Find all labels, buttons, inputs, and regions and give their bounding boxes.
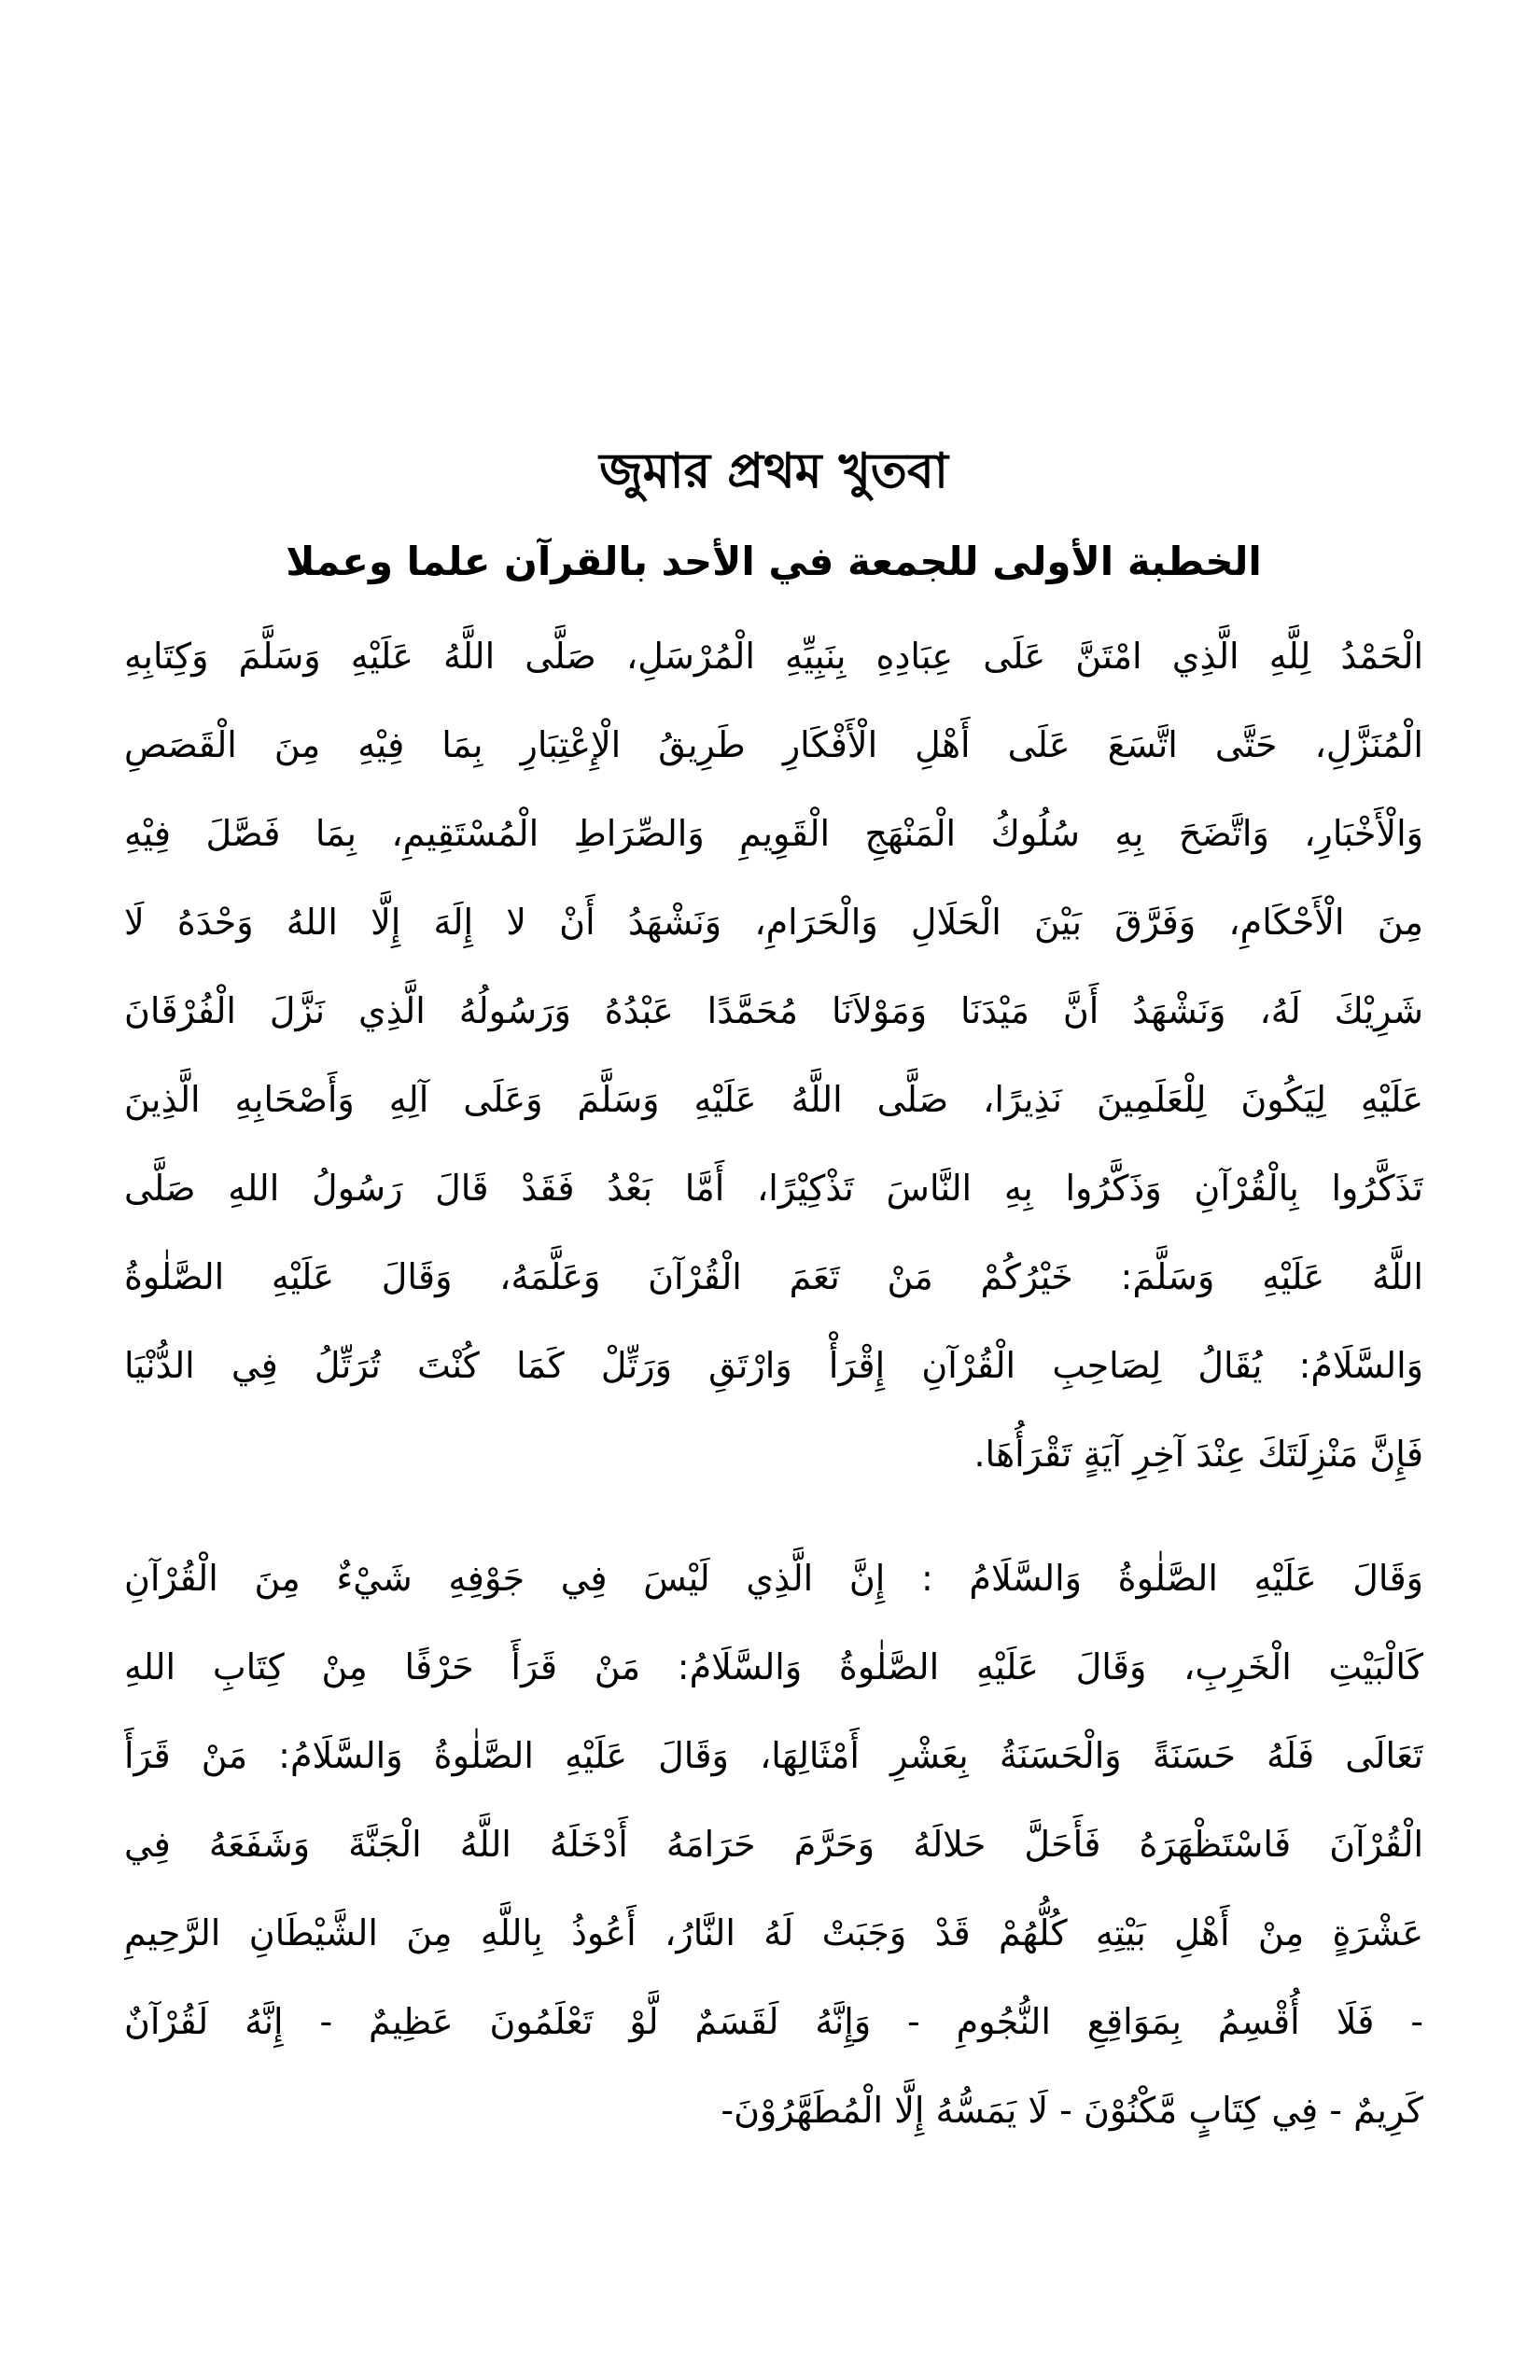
text-line: كَالْبَيْتِ الْخَرِبِ، وَقَالَ عَلَيْهِ الصَّلٰوةُ وَالسَّلَامُ: مَنْ قَرَأَ حَرْفًا مِنْ كِتَابِ اللهِ — [124, 1646, 1423, 1687]
page-subtitle-arabic: الخطبة الأولى للجمعة في الأحد بالقرآن علما وعملا — [286, 539, 1262, 584]
text-line: عَشْرَةٍ مِنْ أَهْلِ بَيْتِهِ كُلُّهُمْ قَدْ وَجَبَتْ لَهُ النَّارُ، أَعُوذُ بِاللَّهِ مِنَ الشَّيْطَانِ الرَّحِيمِ — [124, 1912, 1423, 1953]
text-line: فَإِنَّ مَنْزِلَتَكَ عِنْدَ آخِرِ آيَةٍ تَقْرَأُهَا. — [973, 1434, 1423, 1475]
text-line: اللَّهُ عَلَيْهِ وَسَلَّمَ: خَيْرُكُمْ مَنْ تَعَمَ الْقُرْآنَ وَعَلَّمَهُ، وَقَالَ عَلَيْهِ الصَّلٰوةُ — [124, 1256, 1423, 1297]
text-line: كَرِيمٌ - فِي كِتَابٍ مَّكْنُوْنَ - لَا يَمَسُّهُ إِلَّا الْمُطَهَّرُوْنَ- — [721, 2090, 1423, 2131]
text-line: وَقَالَ عَلَيْهِ الصَّلٰوةُ وَالسَّلَامُ : إِنَّ الَّذِي لَيْسَ فِي جَوْفِهِ شَيْءٌ مِنَ الْقُرْآنِ — [124, 1558, 1423, 1599]
text-line: - فَلَا أُقْسِمُ بِمَوَاقِعِ النُّجُومِ - وَإِنَّهُ لَقَسَمٌ لَّوْ تَعْلَمُونَ عَظِيمٌ - إِنَّهُ لَقُرْآنٌ — [124, 2001, 1423, 2042]
paragraph-1 — [124, 612, 1423, 1499]
text-line: الْمُنَزَّلِ، حَتَّى اتَّسَعَ عَلَى أَهْلِ الْأَفْكَارِ طَرِيقُ الْإِعْتِبَارِ بِمَا فِيْهِ مِنَ الْقَصَصِ — [124, 724, 1423, 765]
text-line: الْحَمْدُ لِلَّهِ الَّذِي امْتَنَّ عَلَى عِبَادِهِ بِنَبِيِّهِ الْمُرْسَلِ، صَلَّى اللَّهُ عَلَيْهِ وَسَلَّمَ وَكِتَابِهِ — [124, 636, 1423, 677]
page-title-bengali: জুমার প্রথম খুতবা — [599, 443, 948, 499]
text-line: وَالْأَخْبَارِ، وَاتَّضَحَ بِهِ سُلُوكُ الْمَنْهَجِ الْقَوِيمِ وَالصِّرَاطِ الْمُسْتَقِيمِ، بِمَا فَصَّلَ فِيْهِ — [124, 813, 1423, 854]
text-block — [124, 439, 1423, 2155]
text-line: مِنَ الْأَحْكَامِ، وَفَرَّقَ بَيْنَ الْحَلَالِ وَالْحَرَامِ، وَنَشْهَدُ أَنْ لا إِلَهَ إِلَّا اللهُ وَحْدَهُ لَا — [124, 902, 1423, 943]
text-line: الْقُرْآنَ فَاسْتَظْهَرَهُ فَأَحَلَّ حَلالَهُ وَحَرَّمَ حَرَامَهُ أَدْخَلَهُ اللَّهُ الْجَنَّةَ وَشَفَعَهُ فِي — [124, 1824, 1423, 1865]
text-line: وَالسَّلَامُ: يُقَالُ لِصَاحِبِ الْقُرْآنِ إِقْرَأْ وَارْتَقِ وَرَتِّلْ كَمَا كُنْتَ تُرَتِّلُ فِي الدُّنْيَا — [124, 1345, 1423, 1386]
text-line: تَذَكَّرُوا بِالْقُرْآنِ وَذَكَّرُوا بِهِ النَّاسَ تَذْكِيْرًا، أَمَّا بَعْدُ فَقَدْ قَالَ رَسُولُ اللهِ صَلَّى — [124, 1168, 1423, 1209]
text-line: شَرِيْكَ لَهُ، وَنَشْهَدُ أَنَّ مَيْدَنَا وَمَوْلاَنَا مُحَمَّدًا عَبْدُهُ وَرَسُولُهُ الَّذِي نَزَّلَ الْفُرْقَانَ — [124, 990, 1423, 1031]
paragraph-2 — [124, 1534, 1423, 2155]
body-text — [124, 612, 1423, 2155]
text-line: عَلَيْهِ لِيَكُونَ لِلْعَلَمِينَ نَذِيرًا، صَلَّى اللَّهُ عَلَيْهِ وَسَلَّمَ وَعَلَى آلِهِ وَأَصْحَابِهِ الَّذِينَ — [124, 1079, 1423, 1120]
text-line: تَعَالَى فَلَهُ حَسَنَةً وَالْحَسَنَةُ بِعَشْرِ أَمْثَالِهَا، وَقَالَ عَلَيْهِ الصَّلٰوةُ وَالسَّلَامُ: مَنْ قَرَأَ — [124, 1735, 1423, 1776]
